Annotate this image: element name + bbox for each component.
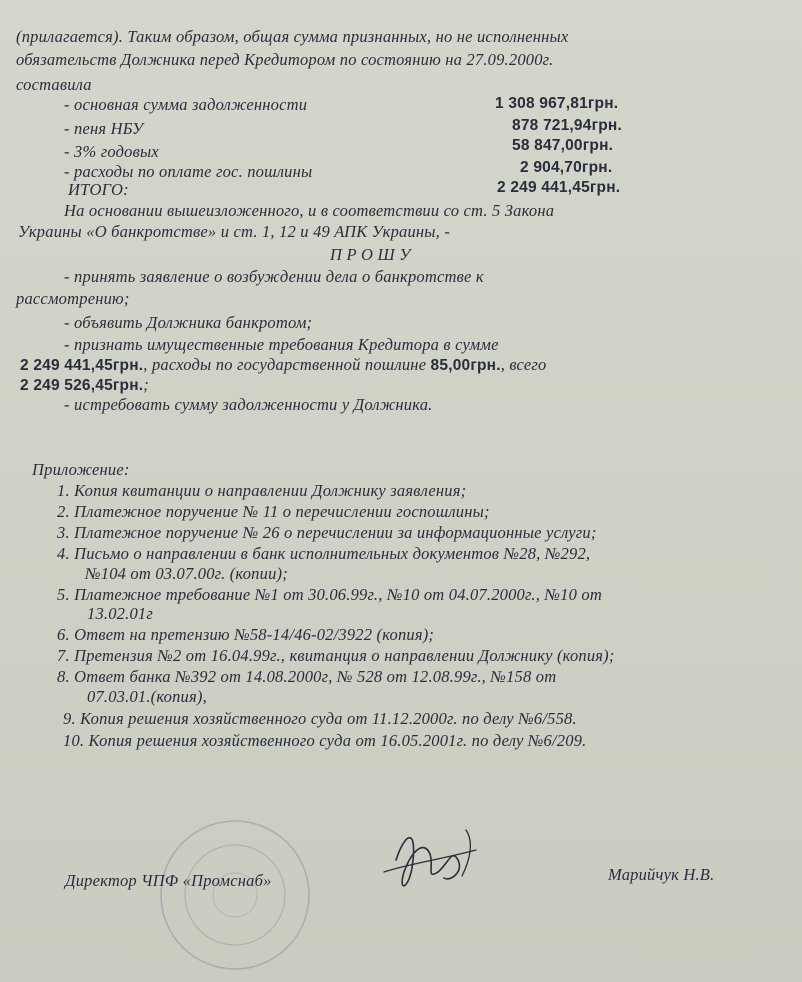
stamp-seal: [155, 815, 315, 975]
request-3b: [20, 355, 546, 376]
appendix-item-4: 4. Письмо о направлении в банк исполнительных документов №28, №292,: [57, 544, 591, 563]
basis-line-2: Украины «О банкротстве» и ст. 1, 12 и 49 АПК Украины, -: [18, 222, 451, 241]
signature: [378, 820, 488, 900]
basis-line-1: На основании вышеизложенного, и в соответствии со ст. 5 Закона: [64, 201, 555, 220]
appendix-item-1: 1. Копия квитанции о направлении Должнику заявления;: [57, 481, 467, 500]
debt-amount-2: 878 721,94грн.: [512, 117, 622, 134]
debt-label-3: - 3% годовых: [64, 142, 159, 161]
appendix-item-5b: 13.02.01г: [87, 604, 153, 623]
request-3-end: , всего: [500, 355, 547, 374]
total-amount: 2 249 441,45грн.: [497, 179, 621, 196]
prosh-heading: П Р О Ш У: [330, 245, 411, 264]
footer-name: Марийчук Н.В.: [608, 865, 715, 884]
debt-amount-4: 2 904,70грн.: [520, 159, 613, 176]
appendix-item-9: 9. Копия решения хозяйственного суда от 11.12.2000г. по делу №6/558.: [63, 709, 577, 728]
footer-position: Директор ЧПФ «Промснаб»: [65, 871, 272, 890]
request-3a: - признать имущественные требования Кредитора в сумме: [64, 335, 499, 354]
request-2: - объявить Должника банкротом;: [64, 313, 313, 332]
debt-label-2: - пеня НБУ: [64, 119, 144, 138]
debt-amount-1: 1 308 967,81грн.: [495, 95, 619, 112]
debt-amount-3: 58 847,00грн.: [512, 137, 614, 154]
request-3-semicolon: ;: [143, 375, 149, 394]
appendix-item-8: 8. Ответ банка №392 от 14.08.2000г, № 528 от 12.08.99г., №158 от: [57, 667, 557, 686]
appendix-item-7: 7. Претензия №2 от 16.04.99г., квитанция о направлении Должнику (копия);: [57, 646, 615, 665]
request-1a: - принять заявление о возбуждении дела о банкротстве к: [64, 267, 484, 286]
appendix-item-5: 5. Платежное требование №1 от 30.06.99г., №10 от 04.07.2000г., №10 от: [57, 585, 602, 604]
intro-line-1: (прилагается). Таким образом, общая сумма признанных, но не исполненных: [16, 27, 569, 46]
appendix-item-8b: 07.03.01.(копия),: [87, 687, 207, 706]
total-label: ИТОГО:: [68, 180, 129, 199]
request-3c: [20, 375, 149, 396]
appendix-item-10: 10. Копия решения хозяйственного суда от 16.05.2001г. по делу №6/209.: [63, 731, 587, 750]
intro-line-2: обязательств Должника перед Кредитором по состоянию на 27.09.2000г.: [16, 50, 554, 69]
appendix-item-2: 2. Платежное поручение № 11 о перечислении госпошлины;: [57, 502, 490, 521]
request-3-total: 2 249 526,45грн.: [20, 377, 144, 394]
appendix-title: Приложение:: [32, 460, 130, 479]
intro-line-3: составила: [16, 75, 92, 94]
debt-label-4: - расходы по оплате гос. пошлины: [64, 162, 313, 181]
appendix-item-6: 6. Ответ на претензию №58-14/46-02/3922 (копия);: [57, 625, 435, 644]
appendix-item-3: 3. Платежное поручение № 26 о перечислении за информационные услуги;: [57, 523, 597, 542]
request-3-mid: , расходы по государственной пошлине: [143, 355, 431, 374]
request-3-fee: 85,00грн.: [430, 357, 501, 374]
request-1b: рассмотрению;: [16, 289, 130, 308]
debt-label-1: - основная сумма задолженности: [64, 95, 308, 114]
appendix-item-4b: №104 от 03.07.00г. (копии);: [85, 564, 288, 583]
request-4: - истребовать сумму задолженности у Должника.: [64, 395, 433, 414]
request-3-amount: 2 249 441,45грн.: [20, 357, 144, 374]
